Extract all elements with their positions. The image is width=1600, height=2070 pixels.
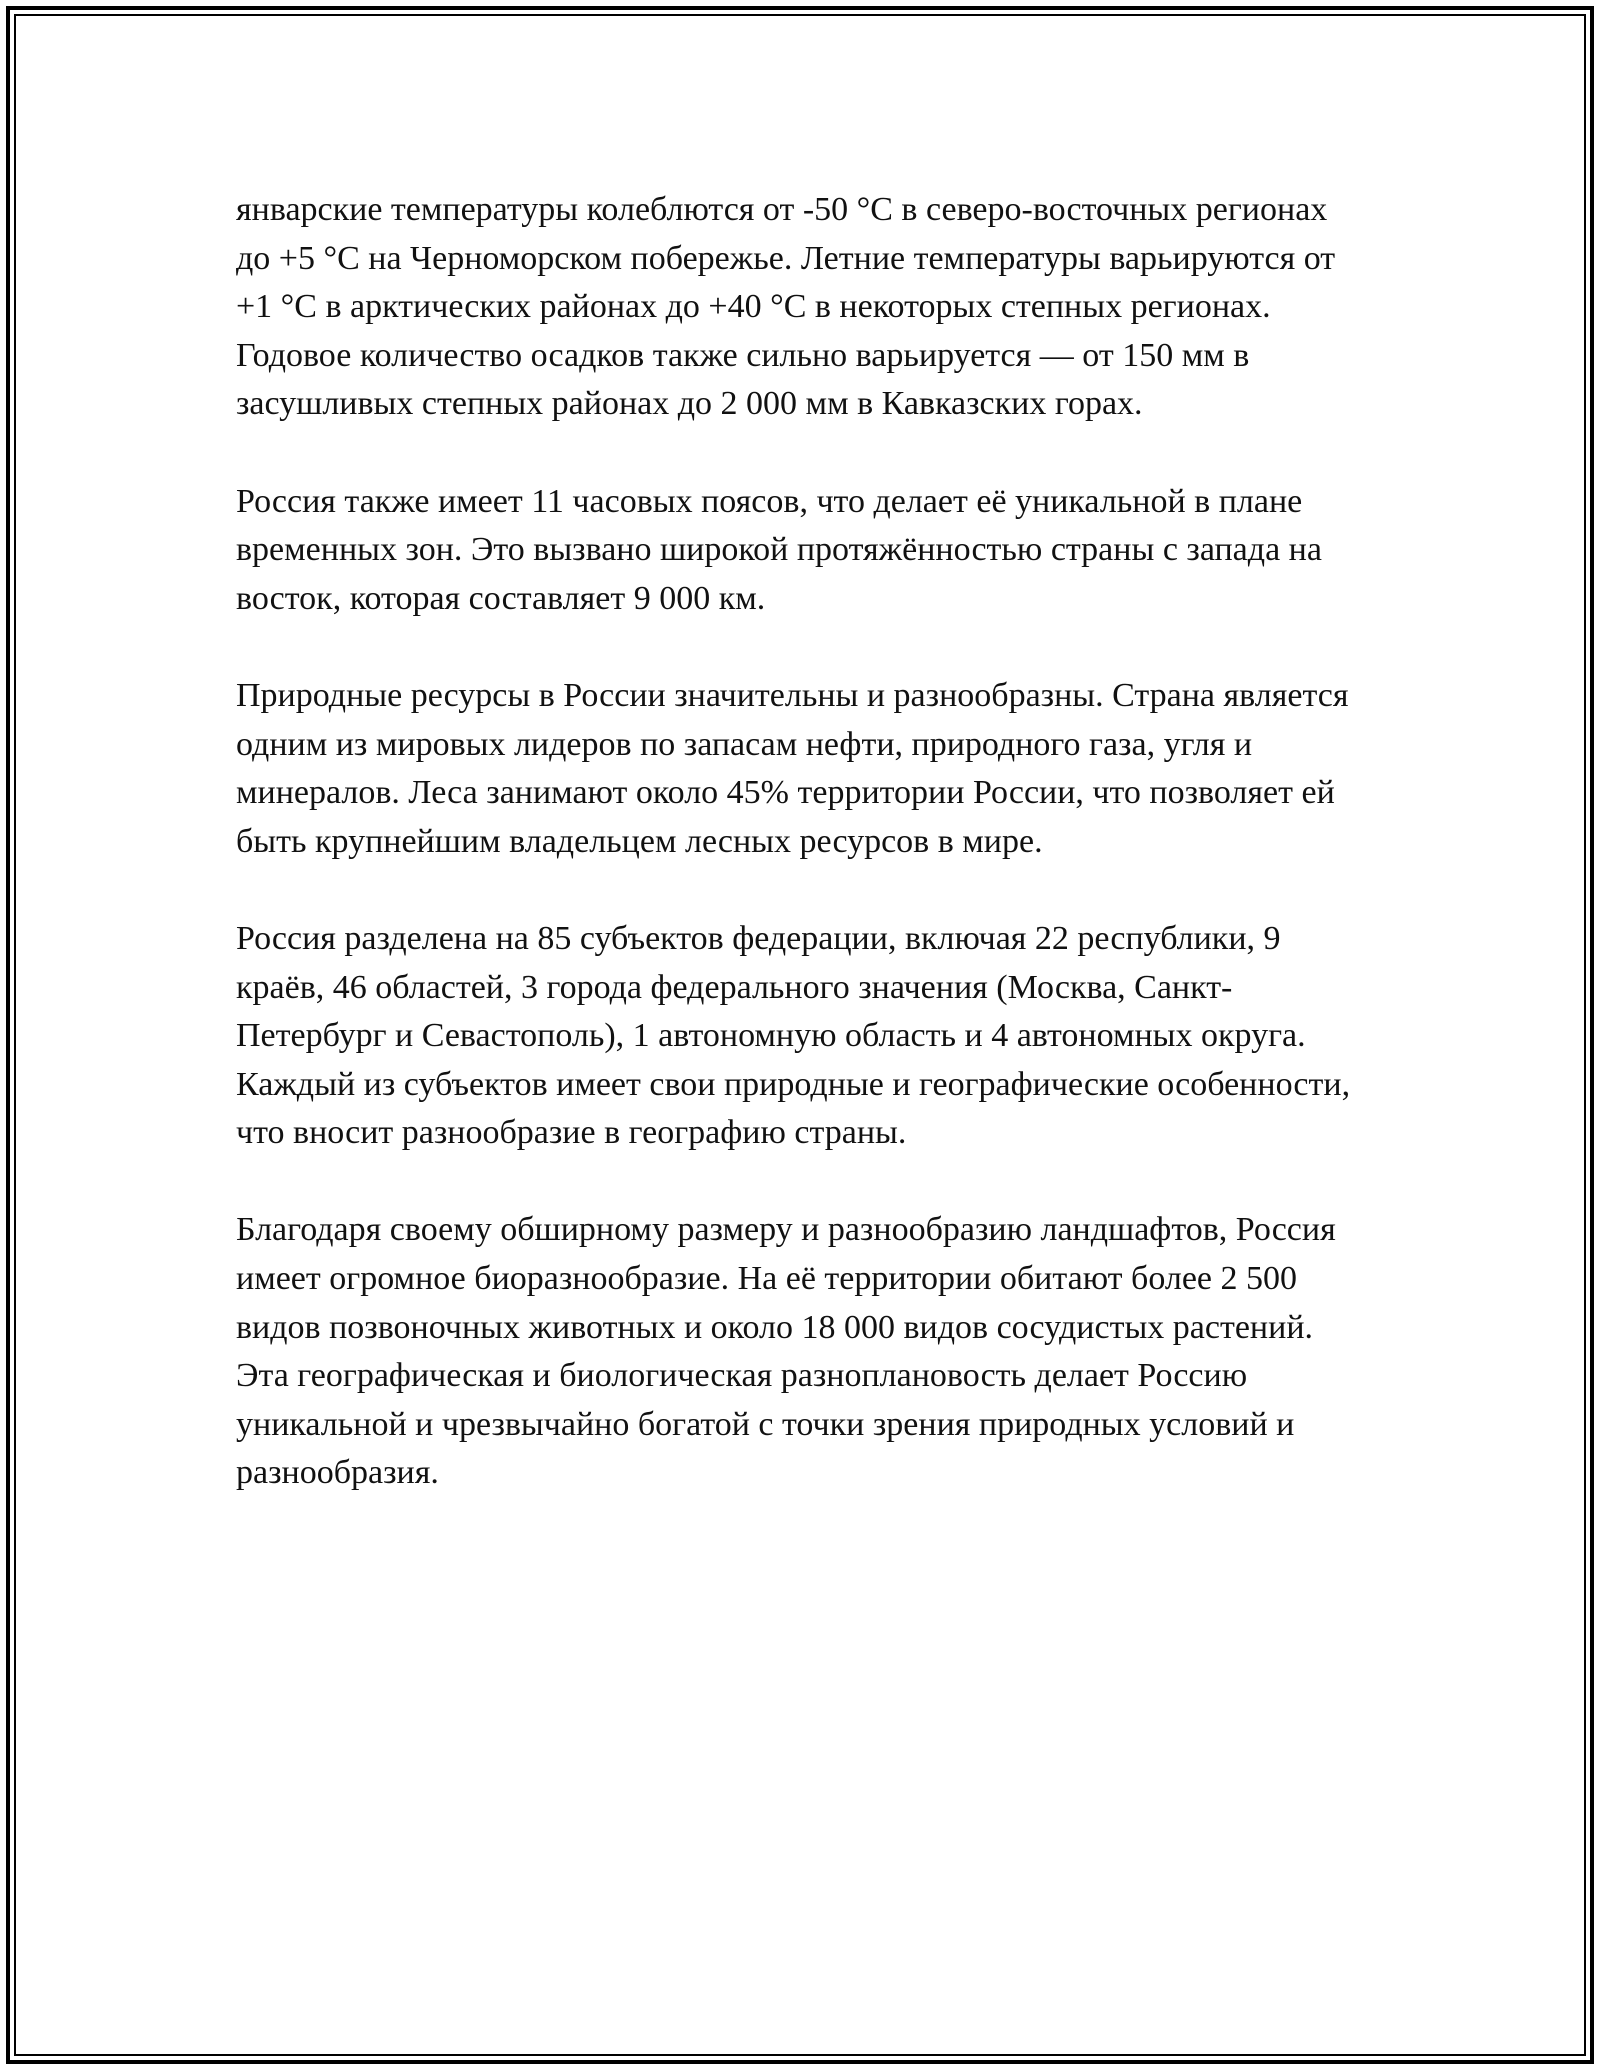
paragraph-natural-resources: Природные ресурсы в России значительны и разнообразны. Страна является одним из мировых лидеров по запасам нефти, природного газа, угля и минералов. Леса занимают около 45% территории России, что позволяет ей быть крупнейшим владельцем лесных ресурсов в мире. <box>236 676 1349 860</box>
paragraph-climate: январские температуры колеблются от -50 °C в северо-восточных регионах до +5 °C на Черноморском побережье. Летние температуры варьируются от +1 °C в арктических районах до +40 °C в некоторых степных регионах. Годовое количество осадков также сильно варьируется — от 150 мм в засушливых степных районах до 2 000 мм в Кавказских горах. <box>236 191 1336 423</box>
paragraph-time-zones: Россия также имеет 11 часовых поясов, что делает её уникальной в плане временных зон. Это вызвано широкой протяжённостью страны с запада на восток, которая составляет 9 000 км. <box>236 482 1322 617</box>
document-body <box>236 186 1366 1547</box>
paragraph-federal-subjects: Россия разделена на 85 субъектов федерации, включая 22 республики, 9 краёв, 46 областей, 3 города федерального значения (Москва, Санкт-Петербург и Севастополь), 1 автономную область и 4 автономных округа. Каждый из субъектов имеет свои природные и географические особенности, что вносит разнообразие в географию страны. <box>236 919 1351 1152</box>
paragraph-biodiversity: Благодаря своему обширному размеру и разнообразию ландшафтов, Россия имеет огромное биоразнообразие. На её территории обитают более 2 500 видов позвоночных животных и около 18 000 видов сосудистых растений. Эта географическая и биологическая разноплановость делает Россию уникальной и чрезвычайно богатой с точки зрения природных условий и разнообразия. <box>236 1211 1336 1492</box>
